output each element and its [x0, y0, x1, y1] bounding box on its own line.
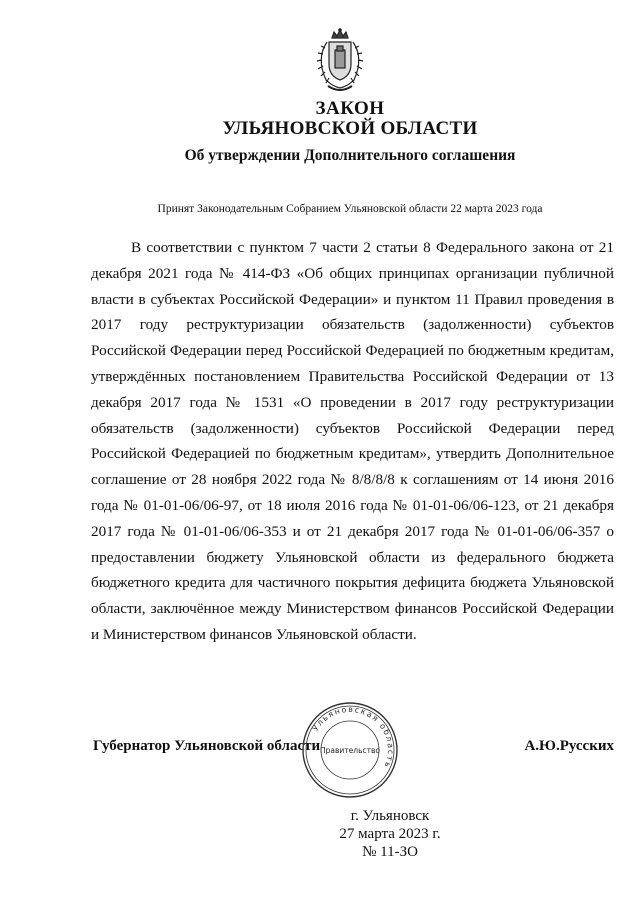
official-seal-icon: [300, 700, 400, 800]
coat-of-arms-icon: [310, 28, 370, 96]
adoption-note: Принят Законодательным Собранием Ульяновской области 22 марта 2023 года: [157, 203, 543, 215]
law-title: ЗАКОН: [315, 98, 385, 119]
law-subtitle: Об утверждении Дополнительного соглашения: [184, 147, 516, 164]
place-date: 27 марта 2023 г.: [339, 826, 441, 842]
region-title: УЛЬЯНОВСКОЙ ОБЛАСТИ: [222, 118, 478, 139]
place-city: г. Ульяновск: [350, 808, 430, 824]
seal-ring-text: Ульяновская область: [310, 704, 396, 771]
seal-center-text: Правительство: [320, 746, 380, 755]
signatory-name: А.Ю.Русских: [524, 738, 614, 754]
signatory-position: Губернатор Ульяновской области: [93, 738, 321, 754]
law-body-paragraph: В соответствии с пунктом 7 части 2 статьи 8 Федерального закона от 21 декабря 2021 года № 414-ФЗ «Об общих принципах организации публичной власти в субъектах Российской Федерации» и пунктом 11 Правил проведения в 2017 году реструктуризации обязательств (задолженности) субъектов Российской Федерации перед Российской Федерацией по бюджетным кредитам, утверждённых постановлением Правительства Российской Федерации от 13 декабря 2017 года № 1531 «О проведении в 2017 году реструктуризации обязательств (задолженности) субъектов Российской Федерации перед Российской Федерацией по бюджетным кредитам», утвердить Дополнительное соглашение от 28 ноября 2022 года № 8/8/8/8 к соглашениям от 14 июня 2016 года № 01-01-06/06-97, от 18 июля 2016 года № 01-01-06/06-123, от 21 декабря 2017 года № 01-01-06/06-353 и от 21 декабря 2017 года № 01-01-06/06-357 о предоставлении бюджету Ульяновской области из федерального бюджета бюджетного кредита для частичного покрытия дефицита бюджета Ульяновской области, заключённое между Министерством финансов Российской Федерации и Министерством финансов Ульяновской области.: [91, 239, 614, 643]
law-number: № 11-ЗО: [362, 844, 418, 860]
